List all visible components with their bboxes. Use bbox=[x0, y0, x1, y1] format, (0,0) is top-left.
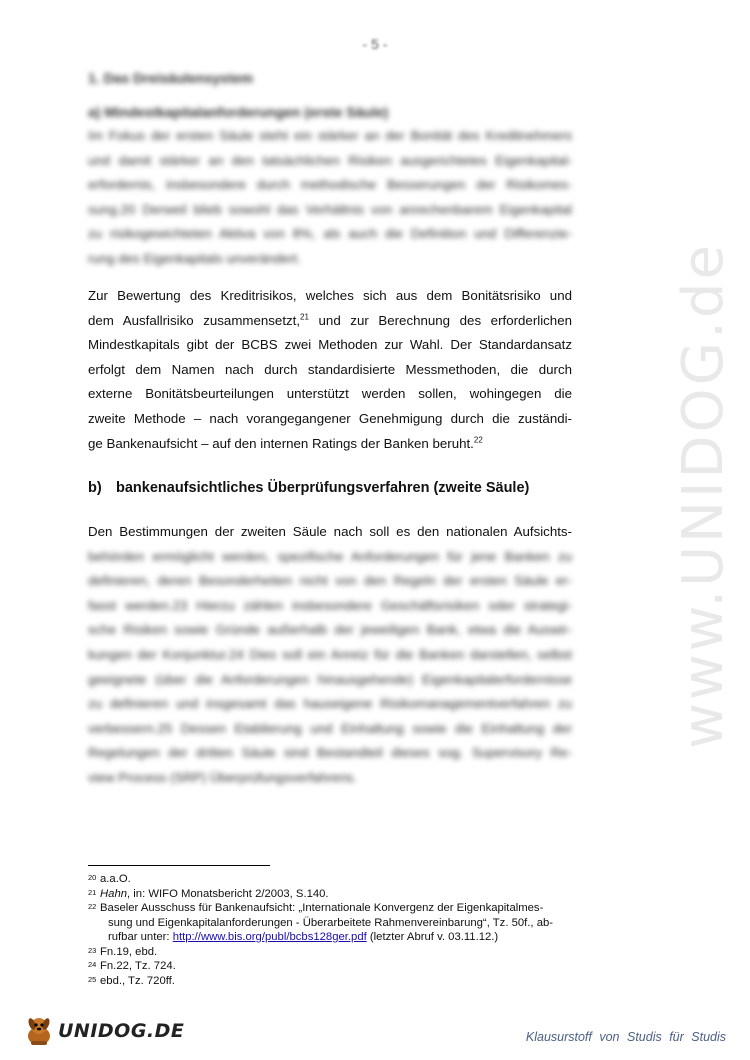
section-b-heading bbox=[88, 480, 529, 496]
footnote-text: a.a.O. bbox=[100, 873, 131, 885]
footnote-21 bbox=[88, 887, 578, 902]
paragraph-2 bbox=[88, 284, 572, 456]
section-a-heading: a) Mindestkapitalanforderungen (erste Säule) bbox=[88, 104, 389, 120]
footnote-text: Fn.22, Tz. 724. bbox=[100, 960, 176, 972]
paragraph-line: zweite Methode – nach vorangegangener Genehmigung durch die zuständi- bbox=[88, 410, 572, 426]
paragraph-line: erfordernis, insbesondere durch methodische Besserungen der Risikomes- bbox=[88, 177, 572, 193]
footnote-number: 24 bbox=[88, 960, 97, 969]
footnote-24 bbox=[88, 959, 578, 974]
paragraph-line: externe Bonitätsbeurteilungen unterstützt werden sollen, wohingegen die bbox=[88, 386, 572, 402]
footnote-text: ebd., Tz. 720ff. bbox=[100, 974, 175, 987]
footnote-number: 23 bbox=[88, 945, 97, 955]
section-b-title: bankenaufsichtliches Überprüfungsverfahren (zweite Säule) bbox=[116, 480, 530, 496]
paragraph-line: und damit stärker an den tatsächlichen Risiken ausgerichtetes Eigenkapital- bbox=[88, 152, 572, 168]
paragraph-line: sung.20 Derweil blieb sowohl das Verhältnis von anrechenbarem Eigenkapital bbox=[88, 201, 572, 217]
paragraph-line: zu risikogewichteten Aktiva von 8%, als auch die Definition und Differenzie- bbox=[88, 226, 572, 242]
text-run: Baseler Ausschuss für Bankenaufsicht: „Internationale Konvergenz der Eigenkapitalmes- bbox=[100, 902, 544, 914]
paragraph-line: Im Fokus der ersten Säule steht ein stärker an der Bonität des Kreditnehmers bbox=[88, 128, 572, 143]
text-run: dem Ausfallrisiko zusammensetzt, bbox=[88, 312, 301, 328]
paragraph-line: erfolgt dem Namen nach durch standardisierte Messmethoden, die durch bbox=[88, 361, 572, 377]
paragraph-line: Den Bestimmungen der zweiten Säule nach soll es den nationalen Aufsichts- bbox=[88, 524, 572, 539]
heading-1: 1. Das Dreisäulensystem bbox=[88, 70, 253, 86]
paragraph-line: Regelungen der dritten Säule sind Bestandteil dieses sog. Supervisory Re- bbox=[88, 745, 572, 761]
page-number: - 5 - bbox=[362, 36, 388, 52]
paragraph-line: definieren, deren Besonderheiten nicht von den Regeln der ersten Säule er- bbox=[88, 573, 572, 589]
footnote-text bbox=[100, 901, 578, 945]
footnote-20 bbox=[88, 872, 578, 887]
dog-mascot-icon bbox=[22, 1014, 56, 1048]
bis-pdf-link[interactable]: http://www.bis.org/publ/bcbs128ger.pdf bbox=[172, 931, 367, 943]
paragraph-1 bbox=[88, 124, 572, 272]
paragraph-line bbox=[88, 432, 572, 457]
footnote-line bbox=[100, 930, 578, 945]
text-run: und zur Berechnung des erforderlichen bbox=[308, 312, 572, 328]
text-run: sung und Eigenkapitalanforderungen - Überarbeitete Rahmenvereinbarung“, Tz. 50f., ab- bbox=[108, 916, 554, 929]
watermark: www.UNIDOG.de bbox=[670, 241, 736, 749]
paragraph-line: rung des Eigenkapitals unverändert. bbox=[88, 250, 301, 266]
paragraph-line: behörden ermöglicht werden, spezifische Anforderungen für jene Banken zu bbox=[88, 548, 572, 564]
footnote-number: 21 bbox=[88, 887, 97, 897]
footnote-number: 22 bbox=[88, 902, 97, 911]
footnote-text bbox=[100, 887, 578, 902]
paragraph-line: geeignete (über die Anforderungen hinausgehende) Eigenkapitalerfordernisse bbox=[88, 671, 572, 687]
paragraph-line: zu definieren und insgesamt das hauseigene Risikomanagementverfahren zu bbox=[88, 696, 572, 712]
footnote-25 bbox=[88, 974, 578, 989]
text-run: ge Bankenaufsicht – auf den internen Ratings der Banken beruht. bbox=[88, 435, 474, 451]
paragraph-line: fasst werden.23 Hierzu zählen insbesondere Geschäftsrisiken oder strategi- bbox=[88, 597, 572, 613]
text-run: (letzter Abruf v. 03.11.12.) bbox=[366, 931, 499, 943]
text-run: rufbar unter: bbox=[108, 931, 173, 943]
footnote-number: 20 bbox=[88, 873, 97, 882]
paragraph-line: sche Risiken sowie Gründe außerhalb der jeweiligen Bank, etwa die Auswir- bbox=[88, 622, 572, 638]
paragraph-line bbox=[88, 309, 572, 334]
logo-text: UNIDOG.DE bbox=[58, 1020, 185, 1042]
footnote-text: Fn.19, ebd. bbox=[100, 945, 158, 958]
section-b-label: b) bbox=[88, 480, 102, 496]
footnote-divider bbox=[88, 865, 270, 866]
paragraph-line: kungen der Konjunktur.24 Dies soll ein Anreiz für die Banken darstellen, selbst bbox=[88, 646, 572, 662]
footnote-23 bbox=[88, 945, 578, 960]
paragraph-3 bbox=[88, 520, 572, 791]
footnote-ref-22[interactable]: 22 bbox=[473, 435, 483, 445]
footnote-number: 25 bbox=[88, 974, 97, 984]
footer-tagline: Klausurstoff von Studis für Studis bbox=[525, 1030, 726, 1044]
unidog-logo[interactable] bbox=[22, 1013, 184, 1049]
footnote-ref-21[interactable]: 21 bbox=[300, 312, 309, 322]
text-run: , in: WIFO Monatsbericht 2/2003, S.140. bbox=[127, 887, 329, 900]
footnotes bbox=[88, 872, 578, 988]
footnote-author: Hahn bbox=[100, 887, 128, 900]
footnote-22 bbox=[88, 901, 578, 945]
paragraph-line: Mindestkapitals gibt der BCBS zwei Methoden zur Wahl. Der Standardansatz bbox=[88, 337, 572, 353]
paragraph-line: view Process (SRP) Überprüfungsverfahrens. bbox=[88, 769, 357, 785]
paragraph-line: verbessern.25 Dessen Etablierung und Einhaltung sowie die Einhaltung der bbox=[88, 720, 572, 736]
paragraph-line: Zur Bewertung des Kreditrisikos, welches sich aus dem Bonitätsrisiko und bbox=[88, 288, 572, 303]
